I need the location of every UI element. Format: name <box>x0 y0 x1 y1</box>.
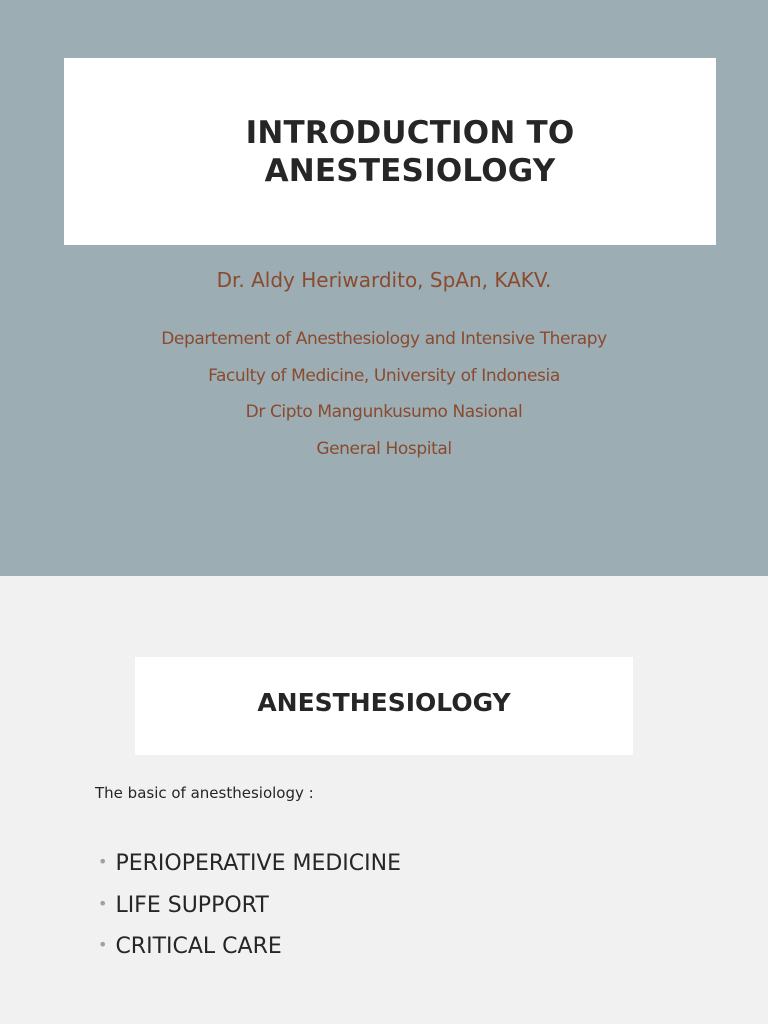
affiliation-line-1: Departement of Anesthesiology and Intensive Therapy <box>161 329 607 349</box>
title-line-1: INTRODUCTION TO <box>245 115 575 151</box>
bullet-text: LIFE SUPPORT <box>115 893 269 918</box>
affiliation-line-2: Faculty of Medicine, University of Indonesia <box>208 366 560 386</box>
bullet-dot-icon: • <box>98 935 108 954</box>
heading-box <box>135 657 633 755</box>
slide-title-text <box>64 114 716 190</box>
affiliation-line-3: Dr Cipto Mangunkusumo Nasional <box>245 402 523 422</box>
slide-heading: ANESTHESIOLOGY <box>257 688 511 717</box>
title-line-2: ANESTESIOLOGY <box>264 153 556 189</box>
title-box <box>64 58 716 245</box>
author-name: Dr. Aldy Heriwardito, SpAn, KAKV. <box>216 268 552 292</box>
bullet-item <box>98 851 401 876</box>
bullet-dot-icon: • <box>98 852 108 871</box>
bullet-text: PERIOPERATIVE MEDICINE <box>115 851 401 876</box>
intro-text: The basic of anesthesiology : <box>95 784 314 802</box>
affiliation-line-4: General Hospital <box>316 439 452 459</box>
slide-anesthesiology <box>0 576 768 1024</box>
bullet-dot-icon: • <box>98 894 108 913</box>
bullet-item <box>98 893 269 918</box>
bullet-item <box>98 934 282 959</box>
bullet-text: CRITICAL CARE <box>115 934 282 959</box>
